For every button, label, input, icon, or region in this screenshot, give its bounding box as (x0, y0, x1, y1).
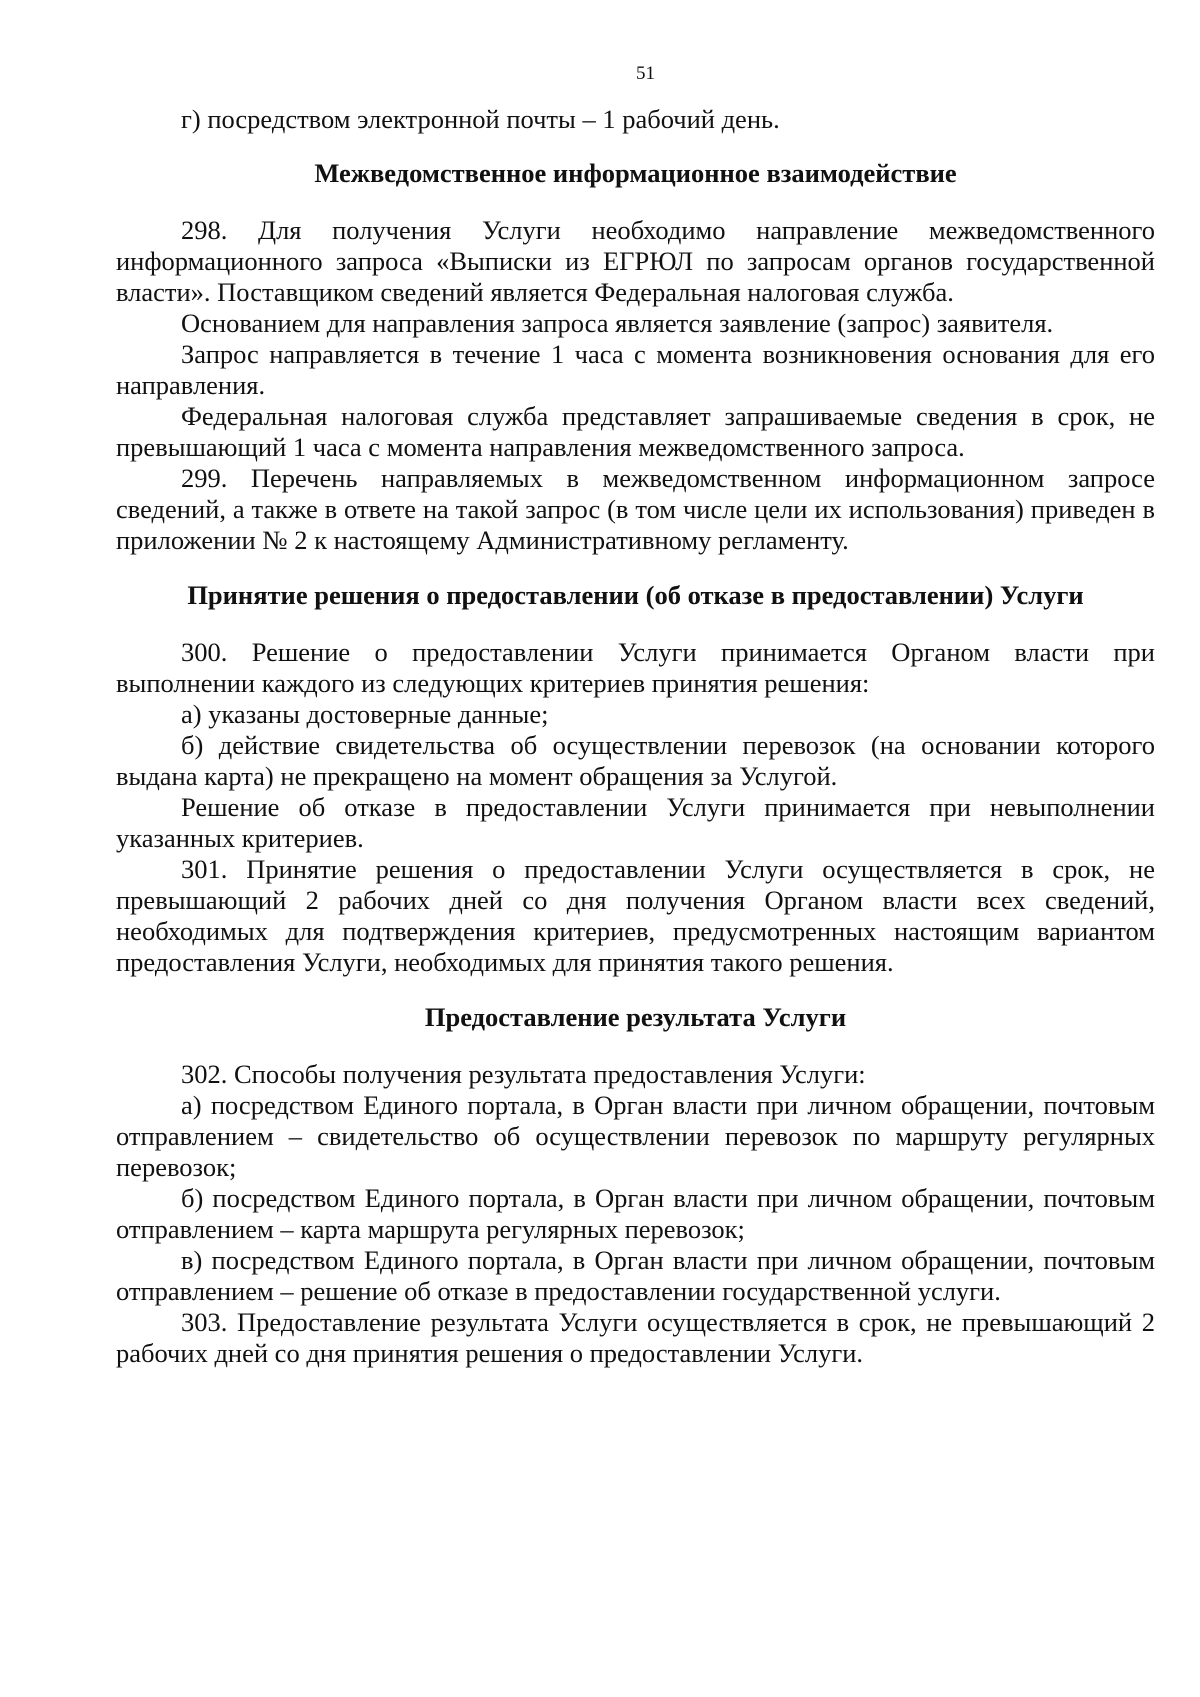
paragraph-299: 299. Перечень направляемых в межведомственном информационном запросе сведений, а также в ответе на такой запрос (в том числе цели их использования) приведен в приложении № 2 к настоящему Административному регламенту. (116, 463, 1155, 555)
paragraph-criterion-a: а) указаны достоверные данные; (181, 699, 549, 729)
paragraph-delivery-email: г) посредством электронной почты – 1 рабочий день. (181, 104, 780, 134)
paragraph-request-timing: Запрос направляется в течение 1 часа с момента возникновения основания для его направления. (116, 339, 1155, 400)
paragraph-result-b: б) посредством Единого портала, в Орган власти при личном обращении, почтовым отправлением – карта маршрута регулярных перевозок; (116, 1183, 1155, 1244)
paragraph-fns-response: Федеральная налоговая служба представляет запрашиваемые сведения в срок, не превышающий 1 часа с момента направления межведомственного запроса. (116, 401, 1155, 462)
section-heading-interagency: Межведомственное информационное взаимодействие (314, 158, 957, 188)
paragraph-refusal: Решение об отказе в предоставлении Услуги принимается при невыполнении указанных критериев. (116, 792, 1155, 853)
paragraph-298: 298. Для получения Услуги необходимо направление межведомственного информационного запроса «Выписки из ЕГРЮЛ по запросам органов государственной власти». Поставщиком сведений является Федеральная налоговая служба. (116, 215, 1155, 307)
paragraph-300: 300. Решение о предоставлении Услуги принимается Органом власти при выполнении каждого из следующих критериев принятия решения: (116, 637, 1155, 698)
section-heading-decision: Принятие решения о предоставлении (об отказе в предоставлении) Услуги (187, 580, 1084, 610)
paragraph-criterion-b: б) действие свидетельства об осуществлении перевозок (на основании которого выдана карта) не прекращено на момент обращения за Услугой. (116, 730, 1155, 791)
paragraph-302: 302. Способы получения результата предоставления Услуги: (181, 1059, 866, 1089)
section-heading-result: Предоставление результата Услуги (424, 1002, 847, 1032)
paragraph-301: 301. Принятие решения о предоставлении Услуги осуществляется в срок, не превышающий 2 рабочих дней со дня получения Органом власти всех сведений, необходимых для подтверждения критериев, предусмотренных настоящим вариантом предоставления Услуги, необходимых для принятия такого решения. (116, 854, 1155, 977)
paragraph-result-c: в) посредством Единого портала, в Орган власти при личном обращении, почтовым отправлением – решение об отказе в предоставлении государственной услуги. (116, 1245, 1155, 1306)
paragraph-request-basis: Основанием для направления запроса является заявление (запрос) заявителя. (181, 308, 1054, 338)
paragraph-result-a: а) посредством Единого портала, в Орган власти при личном обращении, почтовым отправлением – свидетельство об осуществлении перевозок по маршруту регулярных перевозок; (116, 1090, 1155, 1182)
page-number: 51 (636, 63, 655, 84)
paragraph-303: 303. Предоставление результата Услуги осуществляется в срок, не превышающий 2 рабочих дней со дня принятия решения о предоставлении Услуги. (116, 1307, 1155, 1368)
document-page (116, 62, 1155, 1369)
